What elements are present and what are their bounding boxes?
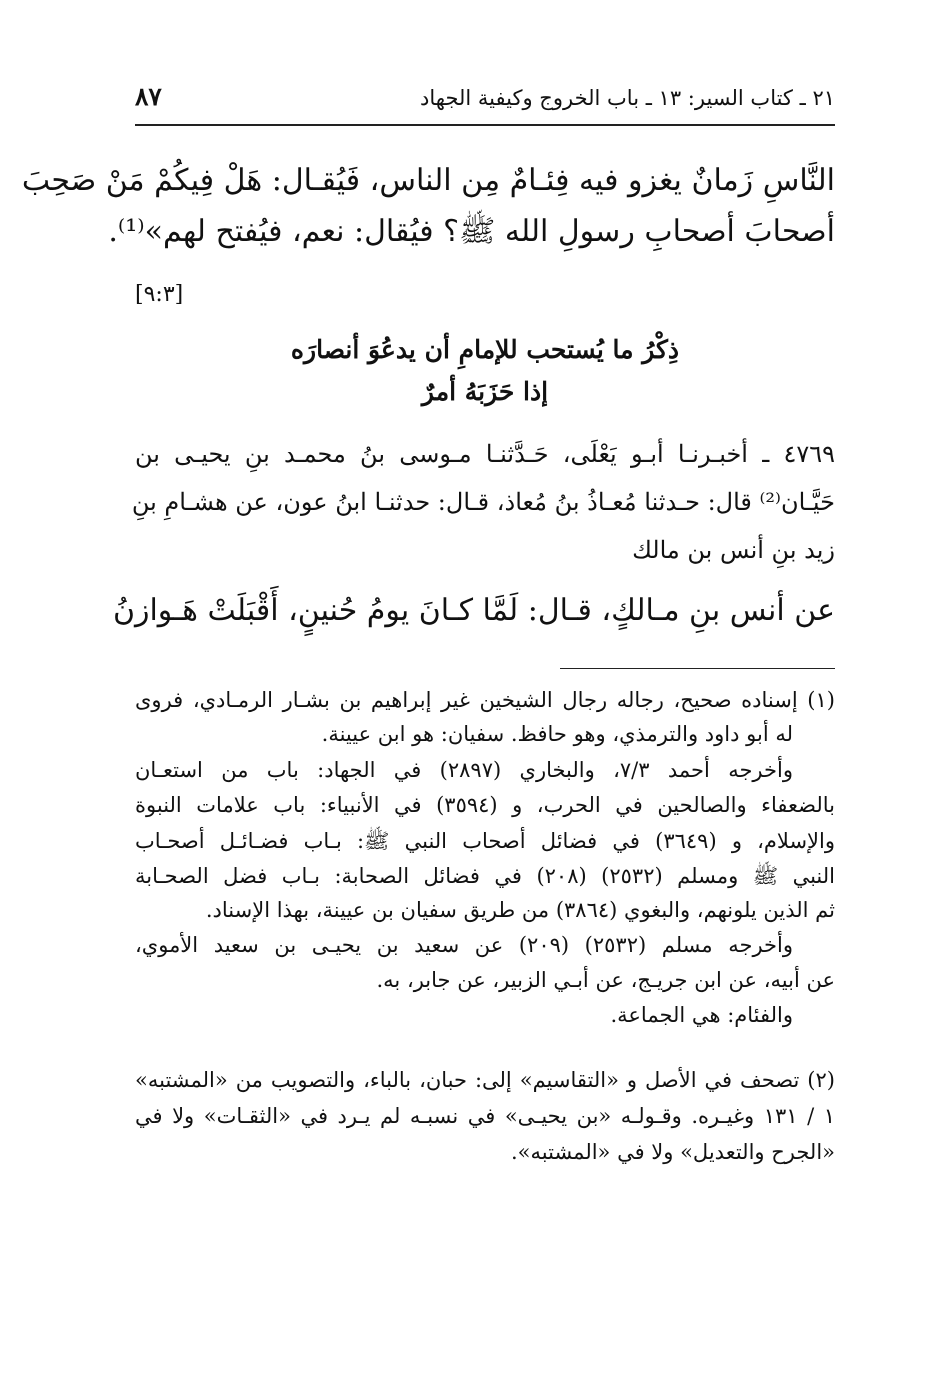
page-number: ٨٧ [135,82,162,111]
footnote-line: والفئام: هي الجماعة. [610,1003,793,1027]
matn-line: عن أنس بنِ مـالكٍ، قـال: لَمَّا كـانَ يومُ حُنينٍ، أَقْبَلَتْ هَـوازنُ [112,593,835,628]
chapter-title-line-1: ذِكْرُ ما يُستحب للإمامِ أن يدعُوَ أنصارَه [290,335,680,364]
footnote-line: (٢) تصحف في الأصل و «التقاسيم» إلى: حبان، بالباء، والتصويب من «المشتبه» [135,1068,835,1092]
running-title: ٢١ ـ كتاب السير: ١٣ ـ باب الخروج وكيفية الجهاد [420,86,835,110]
footnote-rule [560,668,835,669]
footnote-line: وأخرجه أحمد ٧/٣، والبخاري (٢٨٩٧) في الجهاد: باب من استعـان [135,758,793,782]
hadith-line-1: النَّاسِ زَمانٌ يغزو فيه فِئـامٌ مِن الناس، فَيُقـال: هَلْ فِيكُمْ مَنْ صَحِبَ [21,163,835,198]
isnad-line-2: حَيَّـان⁽²⁾ قال: حـدثنا مُعـاذُ بنُ مُعاذ، قـال: حدثنـا ابنُ عون، عن هشـامِ بنِ [131,488,835,516]
footnote-line: وأخرجه مسلم (٢٥٣٢) (٢٠٩) عن سعيد بن يحيـى بن سعيد الأموي، [135,933,794,957]
chapter-title-line-2: إذا حَزَبَهُ أمرٌ [421,377,549,406]
header-rule [135,124,835,126]
footnote-line: ثم الذين يلونهم، والبغوي (٣٨٦٤) من طريق سفيان بن عيينة، بهذا الإسناد. [205,898,835,922]
footnote-line: ١ / ١٣١ وغيـره. وقـولـه «بن يحيـى» في نسبـه لم يـرد في «الثقـات» ولا في [135,1104,835,1128]
footnote-line: له أبو داود والترمذي، وهو حافظ. سفيان: هو ابن عيينة. [321,722,793,746]
footnote-line: النبي ﷺ ومسلم (٢٥٣٢) (٢٠٨) في فضائل الصحابة: بـاب فضل الصحـابة [135,864,836,888]
isnad-line-3: زيد بنِ أنس بن مالك [632,536,835,564]
footnote-line: عن أبيه، عن ابن جريـج، عن أبـي الزبير، عن جابر، به. [376,968,835,992]
isnad-line-1: ٤٧٦٩ ـ أخبـرنـا أبـو يَعْلَى، حَـدَّثنـا مـوسى بنُ محمـد بنِ يحيـى بن [135,440,835,468]
footnote-line: (١) إسناده صحيح، رجاله رجال الشيخين غير إبراهيم بن بشـار الرمـادي، فروى [135,688,835,712]
page-header [135,78,835,118]
footnote-line: «الجرح والتعديل» ولا في «المشتبه». [510,1140,835,1164]
hadith-line-2: أصحابَ أصحابِ رسولِ الله ﷺ؟ فيُقال: نعم، فيُفتح لهم»⁽¹⁾. [108,214,835,249]
footnote-line: بالضعفاء والصالحين في الحرب، و (٣٥٩٤) في الأنبياء: باب علامات النبوة [135,793,835,817]
hadith-reference: [٩:٣] [135,282,184,307]
footnote-line: والإسلام، و (٣٦٤٩) في فضائل أصحاب النبي ﷺ: بـاب فضـائـل أصحـاب [135,829,836,853]
